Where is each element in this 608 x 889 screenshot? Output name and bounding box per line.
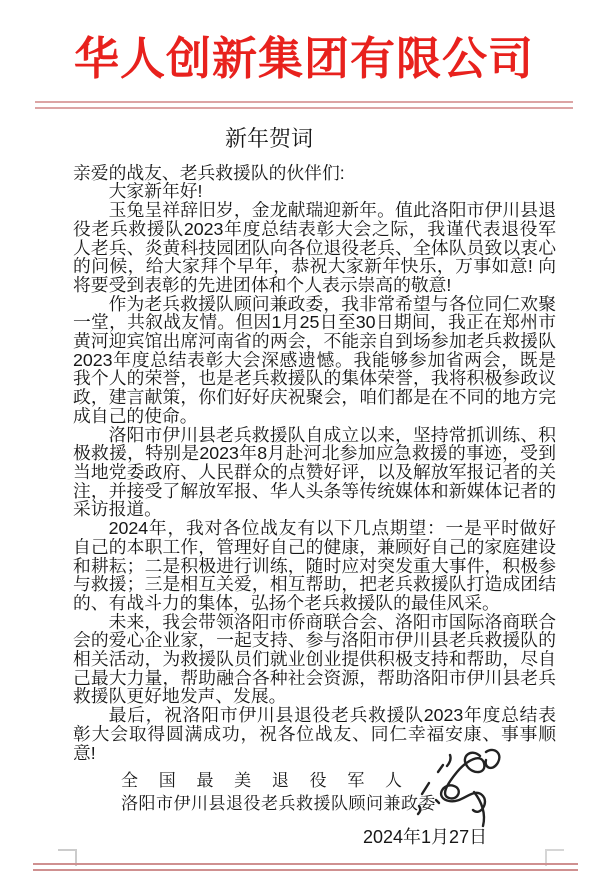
handwritten-signature-icon xyxy=(416,748,508,830)
signature-block xyxy=(0,769,608,847)
footer-divider-rule xyxy=(33,863,578,871)
paragraph-team-achievements: 洛阳市伊川县老兵救援队自成立以来，坚持常抓训练、积极救援，特别是2023年8月赴河北参加应急救援的事迹，受到当地党委政府、人民群众的点赞好评，以及解放军报记者的关注，并接受了解放军报、华人头条等传统媒体和新媒体记者的采访报道。 xyxy=(73,424,556,520)
signature-date: 2024年1月27日 xyxy=(363,827,488,848)
header-divider-rule xyxy=(35,101,573,109)
document-title: 新年贺词 xyxy=(224,125,313,151)
company-name-title: 华人创新集团有限公司 xyxy=(73,33,534,84)
paragraph-apology-absence: 作为老兵救援队顾问兼政委，我非常希望与各位同仁欢聚一堂，共叙战友情。但因1月25日至30日期间，我正在郑州市黄河迎宾馆出席河南省的两会，不能亲自到场参加老兵救援队2023年度总结表彰大会深感遗憾。我能够参加省两会，既是我个人的荣誉，也是老兵救援队的集体荣誉，我将积极参政议政，建言献策，你们好好庆祝聚会，咱们都是在不同的地方完成自己的使命。 xyxy=(73,293,556,426)
signer-title-line: 洛阳市伊川县退役老兵救援队顾问兼政委 xyxy=(121,794,436,814)
paragraph-future-support: 未来，我会带领洛阳市侨商联合会、洛阳市国际洛商联合会的爱心企业家，一起支持、参与洛阳市伊川县老兵救援队的相关活动，为救援队员们就业创业提供积极支持和帮助，尽自己最大力量，帮助融合各种社会资源，帮助洛阳市伊川县老兵救援队更好地发声、发展。 xyxy=(73,611,556,707)
paragraph-2024-expectations: 2024年，我对各位战友有以下几点期望：一是平时做好自己的本职工作，管理好自己的健康，兼顾好自己的家庭建设和耕耘；二是积极进行训练，随时应对突发重大事件，积极参与救援；三是相互关爱，相互帮助，把老兵救援队打造成团结的、有战斗力的集体，弘扬个老兵救援队的最佳风采。 xyxy=(73,518,556,613)
salutation-line: 亲爱的战友、老兵救援队的伙伴们: xyxy=(73,162,345,183)
paragraph-closing-wishes: 最后，祝洛阳市伊川县退役老兵救援队2023年度总结表彰大会取得圆满成功，祝各位战友、同仁幸福安康、事事顺意! xyxy=(73,705,556,763)
letter-body xyxy=(0,164,608,763)
paragraph-new-year-wishes: 玉兔呈祥辞旧岁，金龙献瑞迎新年。值此洛阳市伊川县退役老兵救援队2023年度总结表彰大会之际，我谨代表退役军人老兵、炎黄科技园团队向各位退役老兵、全体队员致以衷心的问候，给大家拜个早年，恭祝大家新年快乐，万事如意! 向将要受到表彰的先进团体和个人表示崇高的敬意! xyxy=(73,200,556,295)
paragraph-greeting: 大家新年好! xyxy=(108,181,203,202)
signer-honor-line: 全 国 最 美 退 役 军 人 xyxy=(121,771,411,791)
